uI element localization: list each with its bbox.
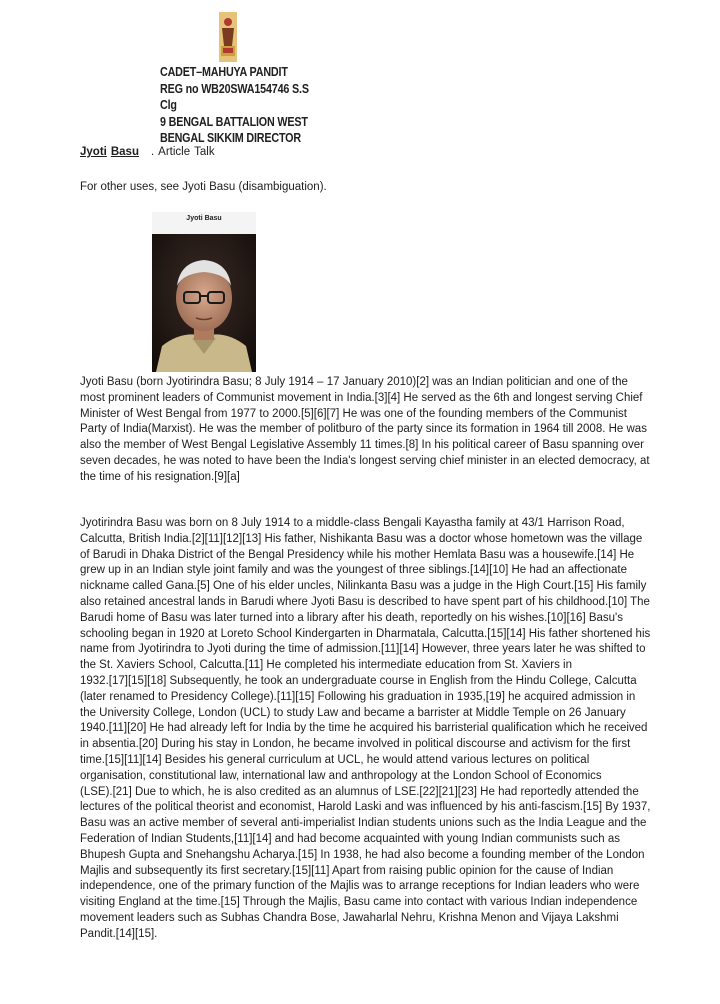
text-line: movement leaders such as Subhas Chandra Bose, Jawaharlal Nehru, Krishna Menon and Vijaya Lakshmi [80, 911, 619, 924]
tab-talk[interactable]: Talk [194, 146, 215, 158]
emblem-icon [218, 12, 238, 62]
text-line: also the member of West Bengal Legislative Assembly 11 times.[8] In his political career of Basu spanning over [80, 439, 644, 452]
text-line: organisation, constitutional law, international law and anthropology at the London School of Economics [80, 769, 602, 782]
text-line: Party of India(Marxist). He was the member of politburo of the party since its formation in 1964 till 2008. He was [80, 423, 647, 436]
cadet-line: CADET–MAHUYA PANDIT [160, 65, 288, 79]
text-line: lectures of the political theorist and economist, Harold Laski and was influenced by his anti-fascism.[15] By 1937, [80, 801, 651, 814]
cadet-line: Clg [160, 98, 177, 112]
text-line: also retained ancestral lands in Barudi where Jyoti Basu is described to have spent part of his childhood.[10] The [80, 595, 650, 608]
text-line: name from Jyotirindra to Jyoti during the time of admission.[11][14] However, three years later he was shifted to [80, 643, 646, 656]
text-line: Bhupesh Gupta and Snehangshu Acharya.[15] In 1938, he had also become a founding member of the London [80, 848, 645, 861]
text-line: nickname called Gana.[5] One of his elder uncles, Nilinkanta Basu was a judge in the High Court.[15] His family [80, 580, 647, 593]
cadet-line: REG no WB20SWA154746 S.S [160, 81, 309, 96]
text-line: of Barudi in Dhaka District of the Bengal Presidency while his mother Hemlata Basu was a housewife.[14] He [80, 548, 635, 561]
text-line: seven decades, he was noted to have been the India's longest serving chief minister in an elected democracy, at [80, 454, 650, 467]
text-line: (LSE).[21] Due to which, he is also credited as an alumnus of LSE.[22][21][23] He had reportedly attended the [80, 785, 639, 798]
cadet-line: BENGAL SIKKIM DIRECTOR [160, 131, 301, 145]
article-titlebar [80, 146, 215, 158]
text-line: (later renamed to Presidency College).[11][15] Following his graduation in 1935,[19] he acquired admission in [80, 690, 636, 703]
text-line: most prominent leaders of Communist movement in India.[3][4] He served as the 6th and longest serving Chief [80, 391, 643, 404]
text-line: Barudi home of Basu was later turned into a library after his death, reportedly on his wishes.[10][16] Basu's [80, 611, 623, 624]
article-title-first[interactable]: Jyoti [80, 146, 107, 158]
portrait-photo [152, 234, 256, 372]
text-line: Majlis and subsequently its first secretary.[15][11] Apart from raising public opinion for the cause of Indian [80, 864, 614, 877]
text-line: Basu was an active member of several anti-imperialist Indian students unions such as the India League and the [80, 817, 647, 830]
infobox [152, 212, 256, 372]
text-line: visiting England at the time.[15] Through the Majlis, Basu came into contact with various Indian independence [80, 896, 638, 909]
text-line: 1932.[17][15][18] Subsequently, he took an undergraduate course in English from the Hindu College, Calcutta [80, 674, 637, 687]
text-line: in absentia.[20] During his stay in London, he became involved in political discourse and activism for the first [80, 738, 631, 751]
text-line: schooling began in 1920 at Loreto School Kindergarten in Dharmatala, Calcutta.[15][14] His father shortened his [80, 627, 651, 640]
text-line: the University College, London (UCL) to study Law and became a barrister at Middle Temple on 26 January [80, 706, 626, 719]
intro-paragraph [80, 375, 650, 486]
text-line: 1940.[11][20] He had already left for India by the time he acquired his barristerial qualification which he received [80, 722, 648, 735]
text-line: the St. Xaviers School, Calcutta.[11] He completed his intermediate education from St. Xaviers in [80, 659, 572, 672]
article-title-last[interactable]: Basu [110, 146, 139, 158]
text-line: Jyoti Basu (born Jyotirindra Basu; 8 July 1914 – 17 January 2010)[2] was an Indian politician and one of the [80, 376, 628, 388]
text-line: grew up in an Indian style joint family and was the youngest of three siblings.[14][10] He had an affectionate [80, 564, 628, 577]
text-line: independence, one of the primary function of the Majlis was to arrange receptions for Indian leaders who were [80, 880, 640, 893]
text-line: Minister of West Bengal from 1977 to 2000.[5][6][7] He was one of the founding members of the Communist [80, 407, 627, 420]
text-line: Pandit.[14][15]. [80, 927, 158, 940]
title-separator: . [150, 146, 155, 158]
hatnote[interactable]: For other uses, see Jyoti Basu (disambiguation). [80, 181, 327, 193]
cadet-line: 9 BENGAL BATTALION WEST [160, 114, 308, 129]
tab-article[interactable]: Article [158, 146, 191, 158]
cadet-info [160, 64, 384, 147]
text-line: Calcutta, British India.[2][11][12][13] His father, Nishikanta Basu was a doctor whose hometown was the village [80, 532, 643, 545]
early-life-paragraph [80, 516, 650, 943]
text-line: the time of his resignation.[9][a] [80, 470, 240, 483]
infobox-caption: Jyoti Basu [186, 215, 222, 222]
text-line: Jyotirindra Basu was born on 8 July 1914 to a middle-class Bengali Kayastha family at 43/1 Harrison Road, [80, 517, 625, 529]
text-line: time.[15][11][14] Besides his general curriculum at UCL, he would attend various lectures on political [80, 753, 590, 766]
text-line: Federation of Indian Students,[11][14] and had become acquainted with young Indian communists such as [80, 832, 620, 845]
